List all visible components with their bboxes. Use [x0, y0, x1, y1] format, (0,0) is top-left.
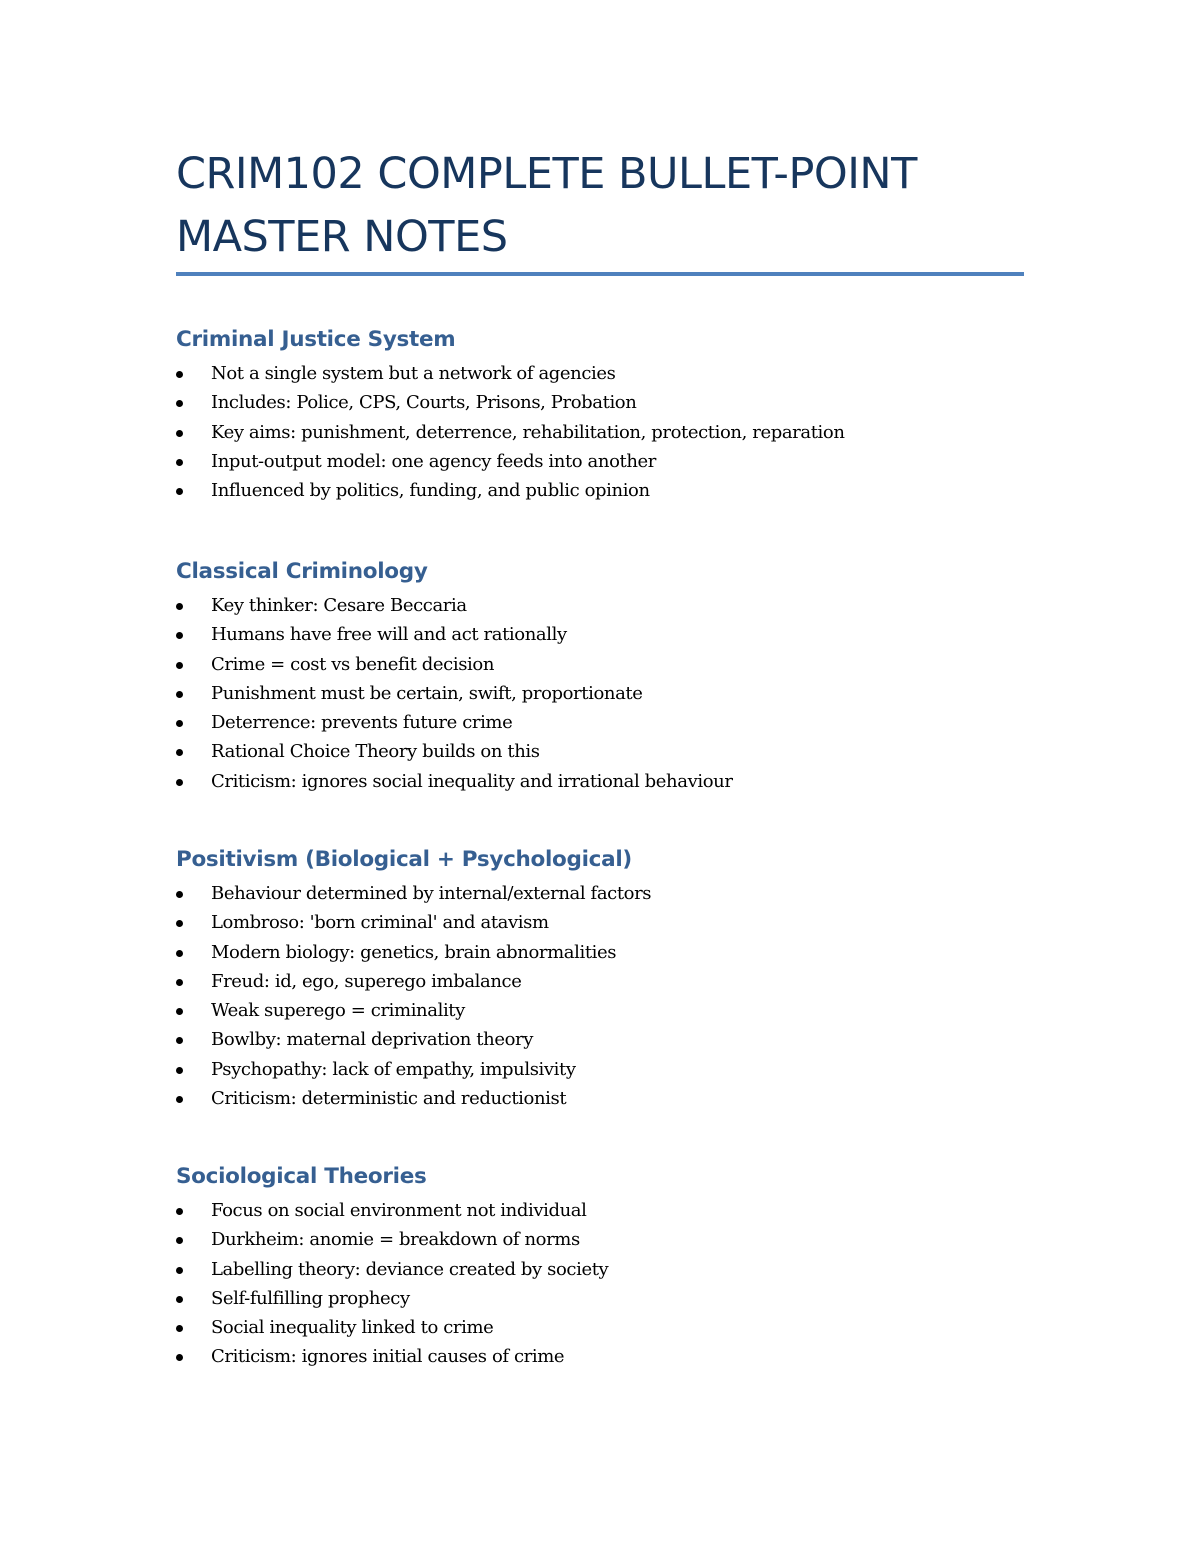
list-item-text: Criticism: ignores initial causes of crime	[211, 1346, 565, 1368]
bullet-icon	[176, 979, 183, 986]
list-item	[176, 996, 1024, 1025]
title-underline-rule	[176, 272, 1024, 276]
list-item	[176, 1255, 1024, 1284]
list-item	[176, 591, 1024, 620]
list-item-text: Durkheim: anomie = breakdown of norms	[211, 1229, 580, 1251]
bullet-icon	[176, 1267, 183, 1274]
list-item	[176, 476, 1024, 505]
bullet-icon	[176, 1296, 183, 1303]
bullet-icon	[176, 662, 183, 669]
list-item	[176, 708, 1024, 737]
list-item-text: Influenced by politics, funding, and public opinion	[211, 480, 650, 502]
section-sociological-theories	[176, 1162, 1024, 1372]
list-item	[176, 1196, 1024, 1225]
list-item-text: Rational Choice Theory builds on this	[211, 741, 540, 763]
list-item-text: Not a single system but a network of agencies	[211, 363, 616, 384]
list-item	[176, 1284, 1024, 1313]
section-positivism	[176, 845, 1024, 1113]
bullet-icon	[176, 1208, 183, 1215]
list-item	[176, 418, 1024, 447]
bullet-icon	[176, 749, 183, 756]
list-item-text: Input-output model: one agency feeds into another	[211, 450, 656, 472]
section-heading: Positivism (Biological + Psychological)	[176, 847, 632, 872]
list-item-text: Bowlby: maternal deprivation theory	[211, 1029, 533, 1051]
bullet-icon	[176, 1067, 183, 1074]
list-item	[176, 767, 1024, 796]
bullet-icon	[176, 632, 183, 639]
list-item-text: Weak superego = criminality	[211, 1000, 465, 1022]
bullet-icon	[176, 779, 183, 786]
list-item-text: Criticism: ignores social inequality and irrational behaviour	[211, 770, 733, 792]
list-item	[176, 679, 1024, 708]
section-heading: Criminal Justice System	[176, 327, 456, 352]
bullet-icon	[176, 430, 183, 437]
list-item	[176, 447, 1024, 476]
list-item-text: Humans have free will and act rationally	[211, 624, 567, 646]
bullet-list	[176, 359, 1024, 505]
bullet-icon	[176, 400, 183, 407]
list-item-text: Behaviour determined by internal/external factors	[211, 883, 652, 904]
list-item-text: Freud: id, ego, superego imbalance	[211, 970, 522, 992]
section-classical-criminology	[176, 557, 1024, 796]
section-heading: Classical Criminology	[176, 559, 428, 584]
list-item-text: Psychopathy: lack of empathy, impulsivity	[211, 1058, 576, 1080]
bullet-icon	[176, 720, 183, 727]
list-item	[176, 938, 1024, 967]
bullet-icon	[176, 371, 183, 378]
list-item-text: Key thinker: Cesare Beccaria	[211, 595, 467, 616]
list-item-text: Self-fulfilling prophecy	[211, 1287, 410, 1309]
list-item-text: Lombroso: 'born criminal' and atavism	[211, 912, 549, 934]
bullet-icon	[176, 1325, 183, 1332]
bullet-list	[176, 591, 1024, 796]
list-item	[176, 967, 1024, 996]
list-item	[176, 1313, 1024, 1342]
list-item	[176, 388, 1024, 417]
bullet-icon	[176, 950, 183, 957]
list-item-text: Modern biology: genetics, brain abnormalities	[211, 941, 617, 963]
list-item-text: Crime = cost vs benefit decision	[211, 653, 495, 675]
list-item	[176, 1055, 1024, 1084]
page-title: CRIM102 COMPLETE BULLET-POINT MASTER NOTES	[176, 149, 917, 262]
bullet-icon	[176, 1096, 183, 1103]
list-item	[176, 1025, 1024, 1054]
list-item	[176, 1084, 1024, 1113]
bullet-icon	[176, 1037, 183, 1044]
list-item-text: Focus on social environment not individual	[211, 1200, 587, 1221]
section-heading: Sociological Theories	[176, 1164, 427, 1189]
bullet-icon	[176, 891, 183, 898]
list-item-text: Deterrence: prevents future crime	[211, 712, 513, 734]
bullet-icon	[176, 459, 183, 466]
bullet-icon	[176, 488, 183, 495]
list-item-text: Labelling theory: deviance created by society	[211, 1258, 609, 1280]
bullet-icon	[176, 1354, 183, 1361]
list-item	[176, 737, 1024, 766]
list-item-text: Criticism: deterministic and reductionist	[211, 1088, 567, 1110]
list-item-text: Social inequality linked to crime	[211, 1317, 494, 1339]
bullet-icon	[176, 1008, 183, 1015]
bullet-icon	[176, 603, 183, 610]
bullet-list	[176, 1196, 1024, 1372]
bullet-list	[176, 879, 1024, 1113]
list-item	[176, 879, 1024, 908]
list-item-text: Punishment must be certain, swift, proportionate	[211, 682, 643, 704]
section-criminal-justice-system	[176, 325, 1024, 505]
list-item	[176, 908, 1024, 937]
list-item	[176, 1225, 1024, 1254]
list-item-text: Key aims: punishment, deterrence, rehabilitation, protection, reparation	[211, 421, 845, 443]
list-item	[176, 359, 1024, 388]
list-item-text: Includes: Police, CPS, Courts, Prisons, Probation	[211, 392, 637, 414]
list-item	[176, 620, 1024, 649]
bullet-icon	[176, 920, 183, 927]
bullet-icon	[176, 1237, 183, 1244]
bullet-icon	[176, 691, 183, 698]
list-item	[176, 650, 1024, 679]
list-item	[176, 1342, 1024, 1371]
